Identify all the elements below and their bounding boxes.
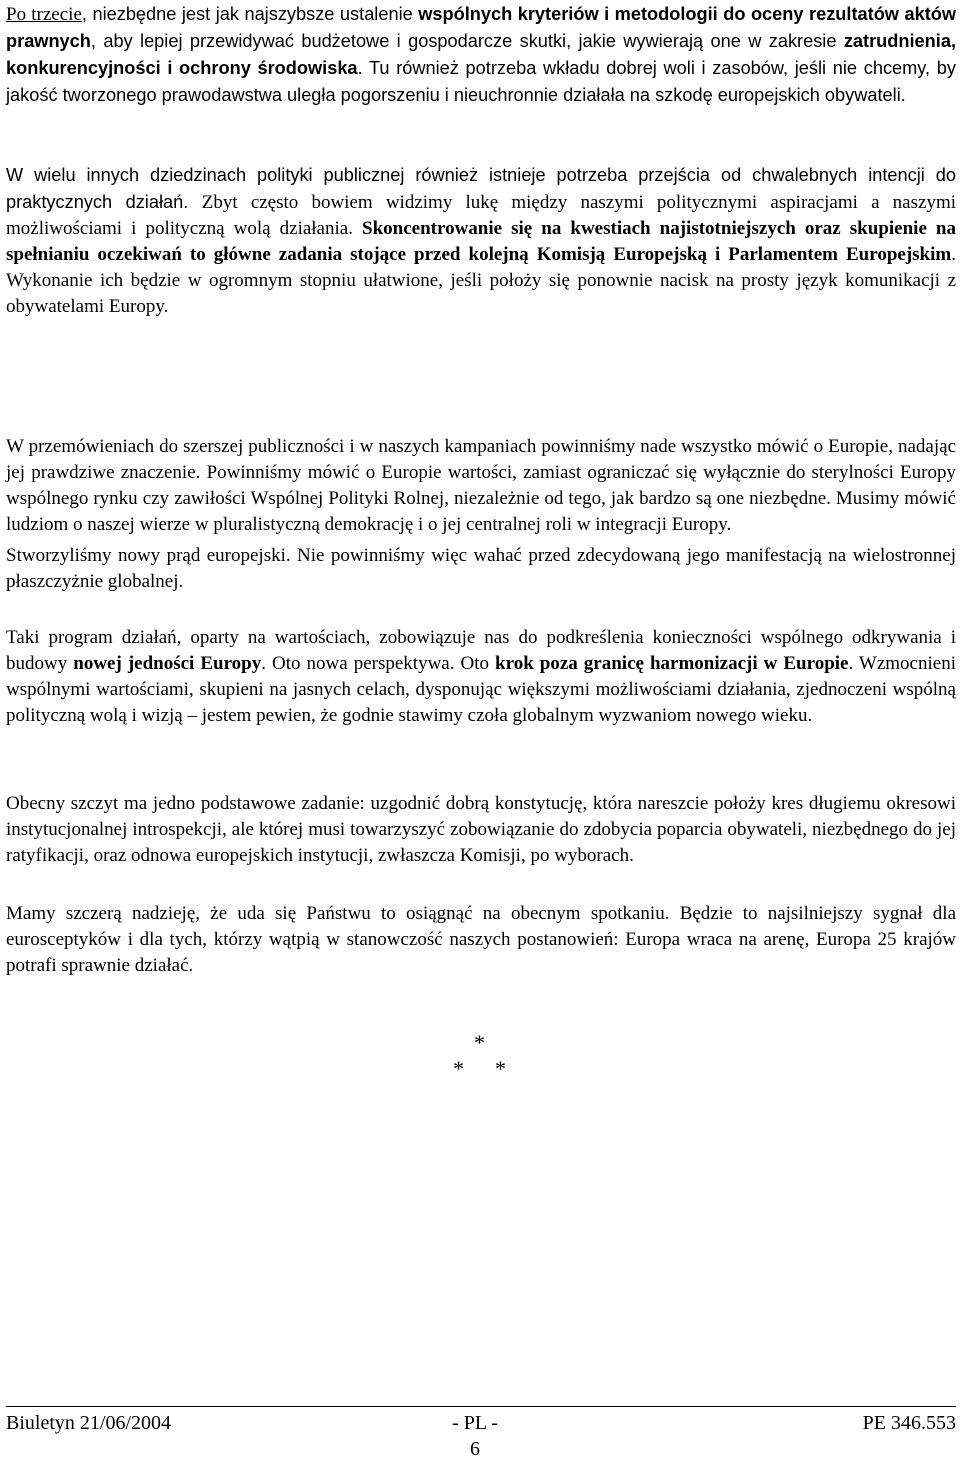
paragraph-3 <box>6 434 956 538</box>
paragraph-1-text-1: , niezbędne jest jak najszybsze ustalenie <box>81 4 419 24</box>
paragraph-1-bold-1: wspólnych kryteriów i metodologii do oceny rezultatów aktów prawnych <box>6 4 957 51</box>
paragraph-3-text: W przemówieniach do szerszej publiczności i w naszych kampaniach powinniśmy nade wszystko mówić o Europie, nadając jej prawdziwe znaczenie. Powinniśmy mówić o Europie wartości, zamiast ograniczać się wyłącznie do sterylności Europy wspólnego rynku czy zawiłości Wspólnej Polityki Rolnej, niezależnie od tego, jak bardzo są one niezbędne. Musimy mówić ludziom o naszej wierze w pluralistyczną demokrację i o jej centralnej roli w integracji Europy. <box>6 436 956 535</box>
footer-bulletin-date: Biuletyn 21/06/2004 <box>6 1412 171 1434</box>
paragraph-6-text: Obecny szczyt ma jedno podstawowe zadanie: uzgodnić dobrą konstytucję, która nareszcie położy kres długiemu okresowi instytucjonalnej introspekcji, ale której musi towarzyszyć zobowiązanie do zdobycia poparcia obywateli, niezbędnego do jej ratyfikacji, oraz odnowa europejskich instytucji, zwłaszcza Komisji, po wyborach. <box>6 793 956 866</box>
paragraph-5 <box>6 625 956 729</box>
paragraph-2-bold: Skoncentrowanie się na kwestiach najistotniejszych oraz skupienie na spełnianiu oczekiwań to główne zadania stojące przed kolejną Komisją Europejską i Parlamentem Europejskim <box>6 218 956 265</box>
paragraph-5-bold-2: krok poza granicę harmonizacji w Europie <box>495 653 849 674</box>
footer-page-number: 6 <box>470 1438 480 1460</box>
separator-star-right: * <box>495 1056 506 1081</box>
footer-language <box>425 1410 525 1462</box>
paragraph-5-text-3: . Wzmocnieni wspólnymi wartościami, skupieni na jasnych celach, dysponując większymi możliwościami działania, zjednoczeni wspólną polityczną wolą i wizją – jestem pewien, że godnie stawimy czoła globalnym wyzwaniom nowego wieku. <box>6 653 956 726</box>
paragraph-5-bold-1: nowej jedności Europy <box>73 653 262 674</box>
paragraph-2 <box>6 162 956 320</box>
paragraph-5-text-2: . Oto nowa perspektywa. Oto <box>261 653 496 674</box>
paragraph-4 <box>6 543 956 595</box>
separator-star-left: * <box>453 1056 464 1081</box>
footer-language-label: - PL - <box>452 1412 498 1434</box>
separator-star-top: * <box>474 1030 485 1055</box>
paragraph-6 <box>6 791 956 869</box>
paragraph-1-bold-2: zatrudnienia, konkurencyjności i ochrony środowiska <box>6 31 956 78</box>
paragraph-2-text-2: Zbyt często bowiem widzimy lukę między naszymi politycznymi aspiracjami a naszymi możliwościami i polityczną wolą działania. <box>6 192 956 239</box>
footer-reference: PE 346.553 <box>862 1412 956 1434</box>
paragraph-1-lead: Po trzecie <box>6 4 82 25</box>
paragraph-7-text: Mamy szczerą nadzieję, że uda się Państwu to osiągnąć na obecnym spotkaniu. Będzie to najsilniejszy sygnał dla eurosceptyków i dla tych, którzy wątpią w stanowczość naszych postanowień: Europa wraca na arenę, Europa 25 krajów potrafi sprawnie działać. <box>6 903 956 976</box>
paragraph-2-text-3: . Wykonanie ich będzie w ogromnym stopniu ułatwione, jeśli położy się ponownie nacisk na prosty język komunikacji z obywatelami Europy. <box>6 244 956 317</box>
paragraph-7 <box>6 901 956 979</box>
paragraph-2-text-1: W wielu innych dziedzinach polityki publicznej również istnieje potrzeba przejścia od chwalebnych intencji do praktycznych działań. <box>6 165 956 212</box>
paragraph-1 <box>6 1 956 109</box>
footer-divider <box>6 1406 956 1407</box>
paragraph-1-text-3: . Tu również potrzeba wkładu dobrej woli i zasobów, jeśli nie chcemy, by jakość tworzonego prawodawstwa uległa pogorszeniu i nieuchronnie działała na szkodę europejskich obywateli. <box>6 58 956 105</box>
paragraph-5-text-1: Taki program działań, oparty na wartościach, zobowiązuje nas do podkreślenia konieczności wspólnego odkrywania i budowy <box>6 627 956 674</box>
paragraph-1-text-2: , aby lepiej przewidywać budżetowe i gospodarcze skutki, jakie wywierają one w zakresie <box>90 31 844 51</box>
paragraph-4-text: Stworzyliśmy nowy prąd europejski. Nie powinniśmy więc wahać przed zdecydowaną jego manifestacją na wielostronnej płaszczyżnie globalnej. <box>6 545 956 592</box>
